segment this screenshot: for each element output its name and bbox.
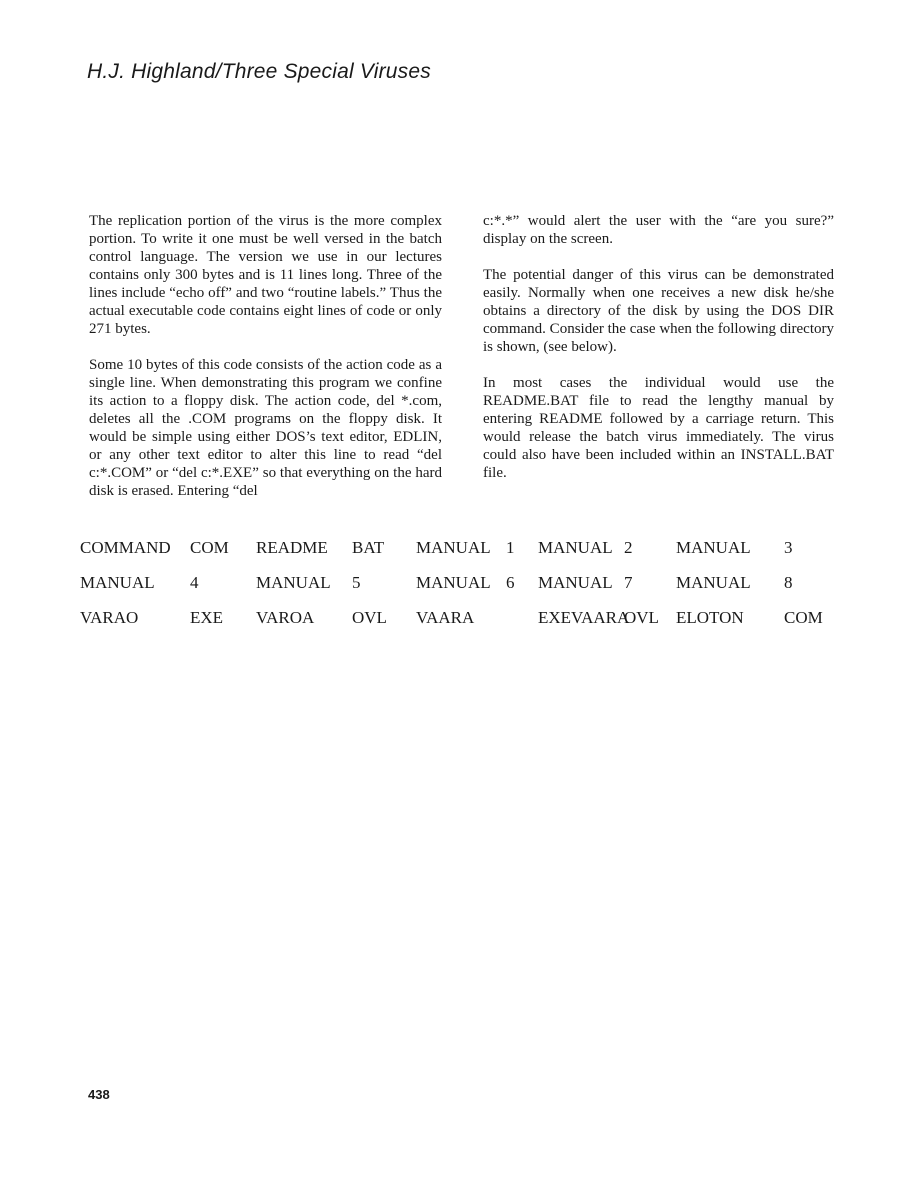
file-name: MANUAL: [416, 537, 491, 557]
right-column: [483, 212, 834, 500]
file-name: MANUAL: [416, 572, 491, 592]
file-extension: OVL: [624, 607, 659, 627]
file-extension: 7: [624, 572, 633, 592]
running-head: H.J. Highland/Three Special Viruses: [87, 60, 431, 83]
file-name: ELOTON: [676, 607, 744, 627]
file-name: VAROA: [256, 607, 315, 627]
file-extension: 5: [352, 572, 361, 592]
file-name: MANUAL: [538, 537, 613, 557]
paragraph: The potential danger of this virus can be demonstrated easily. Normally when one receives a new disk he/she obtains a directory of the disk by using the DOS DIR command. Consider the case when the following directory is shown, (see below).: [483, 267, 834, 355]
paragraph: In most cases the individual would use the README.BAT file to read the lengthy manual by entering README followed by a carriage return. This would release the batch virus immediately. The virus could also have been included within an INSTALL.BAT file.: [483, 375, 834, 481]
file-extension: OVL: [352, 607, 387, 627]
directory-listing: [80, 530, 840, 635]
paragraph: Some 10 bytes of this code consists of the action code as a single line. When demonstrating this program we confine its action to a floppy disk. The action code, del *.com, deletes all the .COM programs on the floppy disk. It would be simple using either DOS’s text editor, EDLIN, or any other text editor to alter this line to read “del c:*.COM” or “del c:*.EXE” so that everything on the hard disk is erased. Entering “del: [89, 357, 442, 499]
paragraph: The replication portion of the virus is the more complex portion. To write it one must be well versed in the batch control language. The version we use in our lectures contains only 300 bytes and is 11 lines long. Three of the lines include “echo off” and two “routine labels.” Thus the actual executable code contains eight lines of code or only 271 bytes.: [89, 213, 442, 337]
file-name: MANUAL: [256, 572, 331, 592]
file-name: VARAO: [80, 607, 139, 627]
file-extension: EXE: [190, 607, 224, 627]
file-extension: 2: [624, 537, 633, 557]
file-name: MANUAL: [538, 572, 613, 592]
left-column: [89, 212, 442, 518]
file-extension: COM: [784, 607, 823, 627]
file-extension: 8: [784, 572, 793, 592]
directory-row: [80, 530, 840, 565]
file-name: MANUAL: [676, 537, 751, 557]
file-name: COMMAND: [80, 537, 171, 557]
file-extension: 6: [506, 572, 515, 592]
paragraph: c:*.*” would alert the user with the “are you sure?” display on the screen.: [483, 213, 834, 247]
file-name: MANUAL: [80, 572, 155, 592]
file-extension: [506, 600, 538, 635]
file-extension: BAT: [352, 537, 385, 557]
file-extension: 3: [784, 537, 793, 557]
file-name: MANUAL: [676, 572, 751, 592]
file-extension: 1: [506, 537, 515, 557]
file-extension: 4: [190, 572, 199, 592]
file-extension: COM: [190, 537, 229, 557]
file-name: EXEVAARA: [538, 607, 630, 627]
file-name: VAARA: [416, 607, 475, 627]
directory-row: [80, 565, 840, 600]
page-number: 438: [88, 1087, 110, 1102]
file-name: README: [256, 537, 328, 557]
directory-row: [80, 600, 840, 635]
